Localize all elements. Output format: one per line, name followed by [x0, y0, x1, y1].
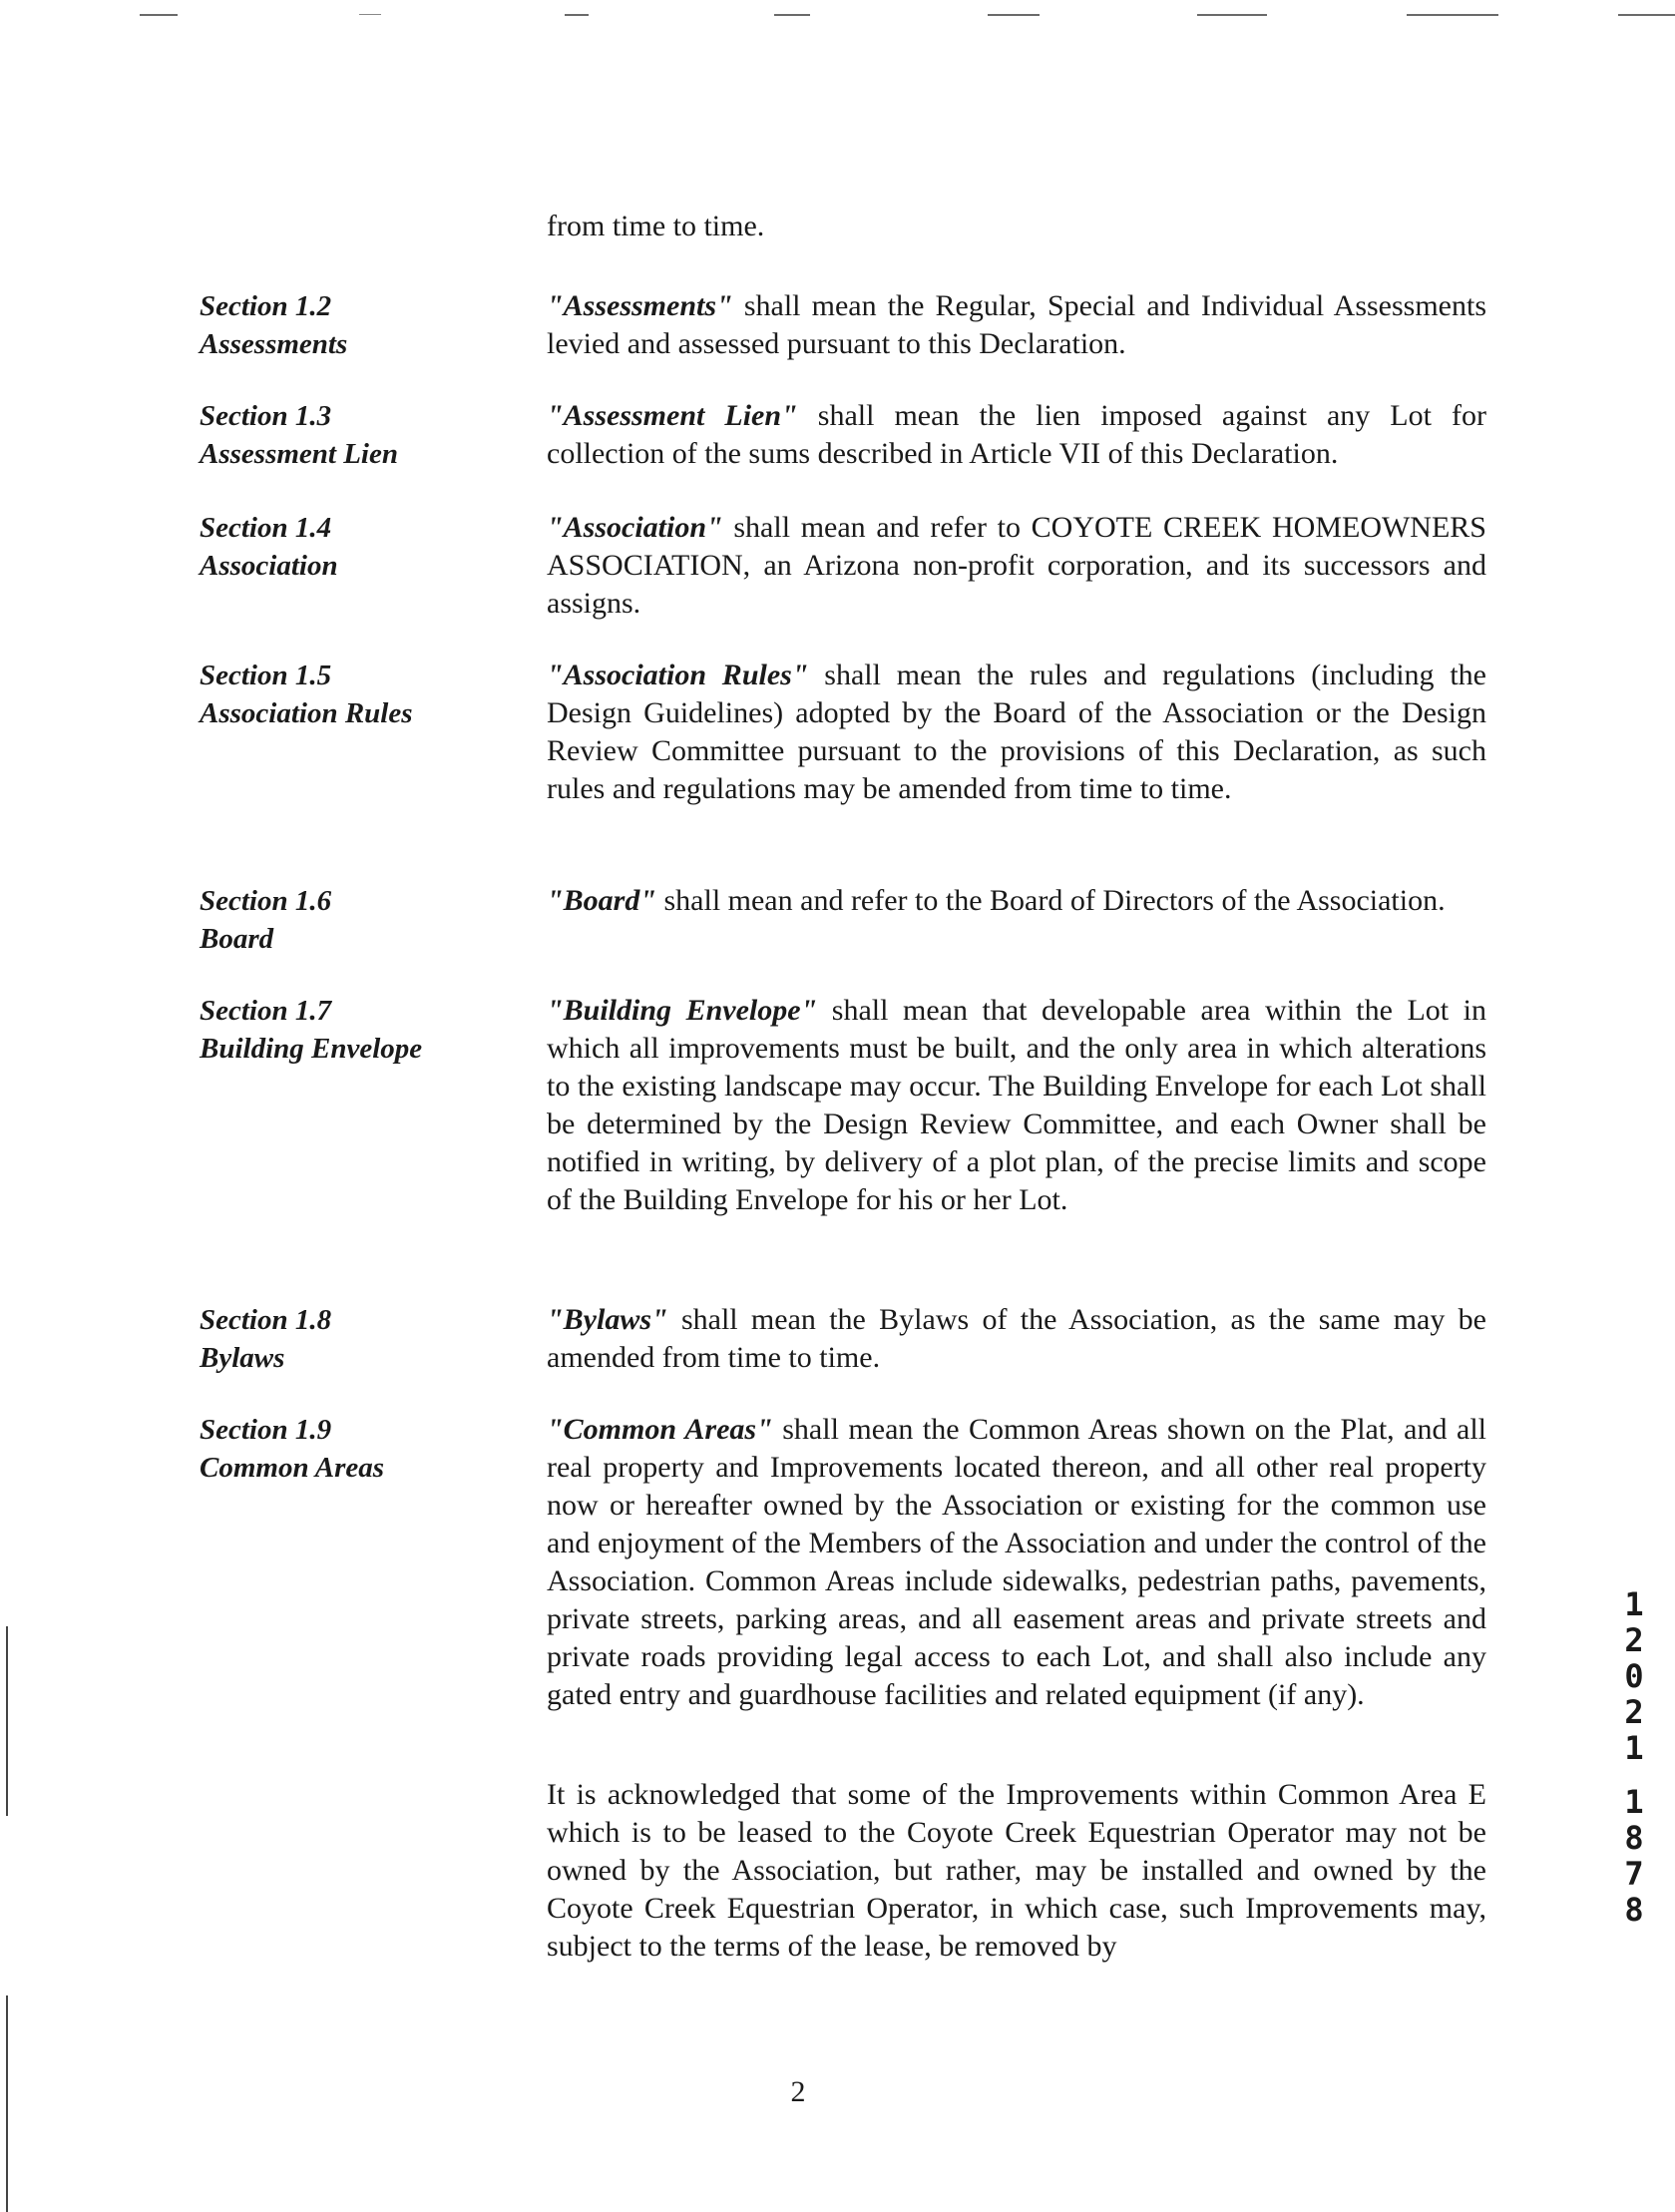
section-title: Building Envelope	[200, 1033, 423, 1065]
section-title: Common Areas	[200, 1452, 385, 1484]
section-title: Bylaws	[200, 1342, 285, 1374]
section-body	[547, 1301, 1486, 1377]
section-heading	[200, 992, 529, 1068]
stamp-digit: 8	[1624, 1819, 1644, 1857]
section-title: Association Rules	[200, 697, 413, 729]
stamp-digit: 0	[1624, 1657, 1644, 1695]
stamp-digit: 1	[1624, 1783, 1644, 1821]
section-body	[547, 882, 1486, 920]
section-number: Section 1.7	[200, 995, 332, 1027]
defined-term: "Bylaws"	[547, 1303, 668, 1336]
defined-term: "Building Envelope"	[547, 994, 818, 1027]
scan-mark	[140, 14, 178, 16]
defined-term: "Association Rules"	[547, 659, 809, 691]
scan-mark	[1407, 14, 1498, 16]
section-heading	[200, 1301, 529, 1377]
section-number: Section 1.2	[200, 290, 332, 322]
stamp-digit: 2	[1624, 1621, 1644, 1659]
scan-mark	[1197, 14, 1267, 16]
definition-text: shall mean that developable area within the Lot in which all improvements must be built, and the only area in which alterations to the existing landscape may occur. The Building Envelope for each Lot shall be determined by the Design Review Committee, and each Owner shall be notified in writing, by delivery of a plot plan, of the precise limits and scope of the Building Envelope for his or her Lot.	[547, 994, 1487, 1216]
section-heading	[200, 509, 529, 585]
section-number: Section 1.4	[200, 512, 332, 544]
section-body	[547, 992, 1486, 1219]
section-number: Section 1.6	[200, 885, 332, 917]
definition-text: shall mean the Common Areas shown on the Plat, and all real property and Improvements located thereon, and all other real property now or hereafter owned by the Association or existing for the common use and enjoyment of the Members of the Association and under the control of the Association. Common Areas include sidewalks, pedestrian paths, pavements, private streets, parking areas, and all easement areas and private streets and private roads providing legal access to each Lot, and shall also include any gated entry and guardhouse facilities and related equipment (if any).	[547, 1413, 1486, 1711]
defined-term: "Assessments"	[547, 289, 733, 322]
section-number: Section 1.9	[200, 1414, 332, 1446]
section-body	[547, 509, 1486, 623]
section-title: Association	[200, 550, 338, 582]
stamp-digit: 1	[1624, 1585, 1644, 1623]
section-body	[547, 657, 1486, 808]
section-title: Assessments	[200, 328, 348, 360]
section-heading	[200, 657, 529, 732]
section-body	[547, 287, 1486, 363]
section-body-continuation: It is acknowledged that some of the Improvements within Common Area E which is to be leased to the Coyote Creek Equestrian Operator may not be owned by the Association, but rather, may be installed and owned by the Coyote Creek Equestrian Operator, in which case, such Improvements may, subject to the terms of the lease, be removed by	[547, 1778, 1486, 1963]
scan-mark	[359, 14, 381, 15]
section-heading	[200, 287, 529, 363]
scan-mark	[988, 14, 1040, 16]
definition-text: shall mean the lien imposed against any Lot for collection of the sums described in Article VII of this Declaration.	[547, 399, 1486, 470]
definition-text: shall mean the Bylaws of the Association, as the same may be amended from time to time.	[547, 1303, 1486, 1374]
definition-text: shall mean the rules and regulations (including the Design Guidelines) adopted by the Board of the Association or the Design Review Committee pursuant to the provisions of this Declaration, as such rules and regulations may be amended from time to time.	[547, 659, 1487, 805]
recording-stamp-upper	[1614, 1586, 1654, 1766]
scan-mark	[774, 14, 810, 16]
scan-mark	[565, 14, 589, 16]
stamp-digit: 2	[1624, 1693, 1644, 1731]
defined-term: "Board"	[547, 884, 656, 917]
section-body	[547, 397, 1486, 473]
section-number: Section 1.5	[200, 660, 332, 691]
stamp-digit: 7	[1624, 1855, 1644, 1893]
stamp-digit: 8	[1624, 1891, 1644, 1929]
section-body	[547, 1411, 1486, 1714]
section-title: Board	[200, 923, 274, 955]
recording-stamp-lower	[1614, 1784, 1654, 1928]
page-number: 2	[790, 2075, 806, 2108]
defined-term: "Common Areas"	[547, 1413, 773, 1446]
definition-text: shall mean the Regular, Special and Individual Assessments levied and assessed pursuant to this Declaration.	[547, 289, 1486, 360]
section-number: Section 1.8	[200, 1304, 332, 1336]
stamp-digit: 1	[1624, 1729, 1644, 1767]
section-title: Assessment Lien	[200, 438, 398, 470]
section-heading	[200, 882, 529, 958]
definition-text: shall mean and refer to COYOTE CREEK HOMEOWNERS ASSOCIATION, an Arizona non-profit corporation, and its successors and assigns.	[547, 511, 1486, 620]
definition-text: shall mean and refer to the Board of Directors of the Association.	[656, 884, 1446, 917]
defined-term: "Assessment Lien"	[547, 399, 798, 432]
scan-edge-line	[6, 1626, 8, 1816]
section-heading	[200, 397, 529, 473]
defined-term: "Association"	[547, 511, 723, 544]
scan-mark	[1618, 14, 1675, 16]
section-number: Section 1.3	[200, 400, 332, 432]
section-heading	[200, 1411, 529, 1487]
intro-continuation: from time to time.	[547, 210, 765, 242]
